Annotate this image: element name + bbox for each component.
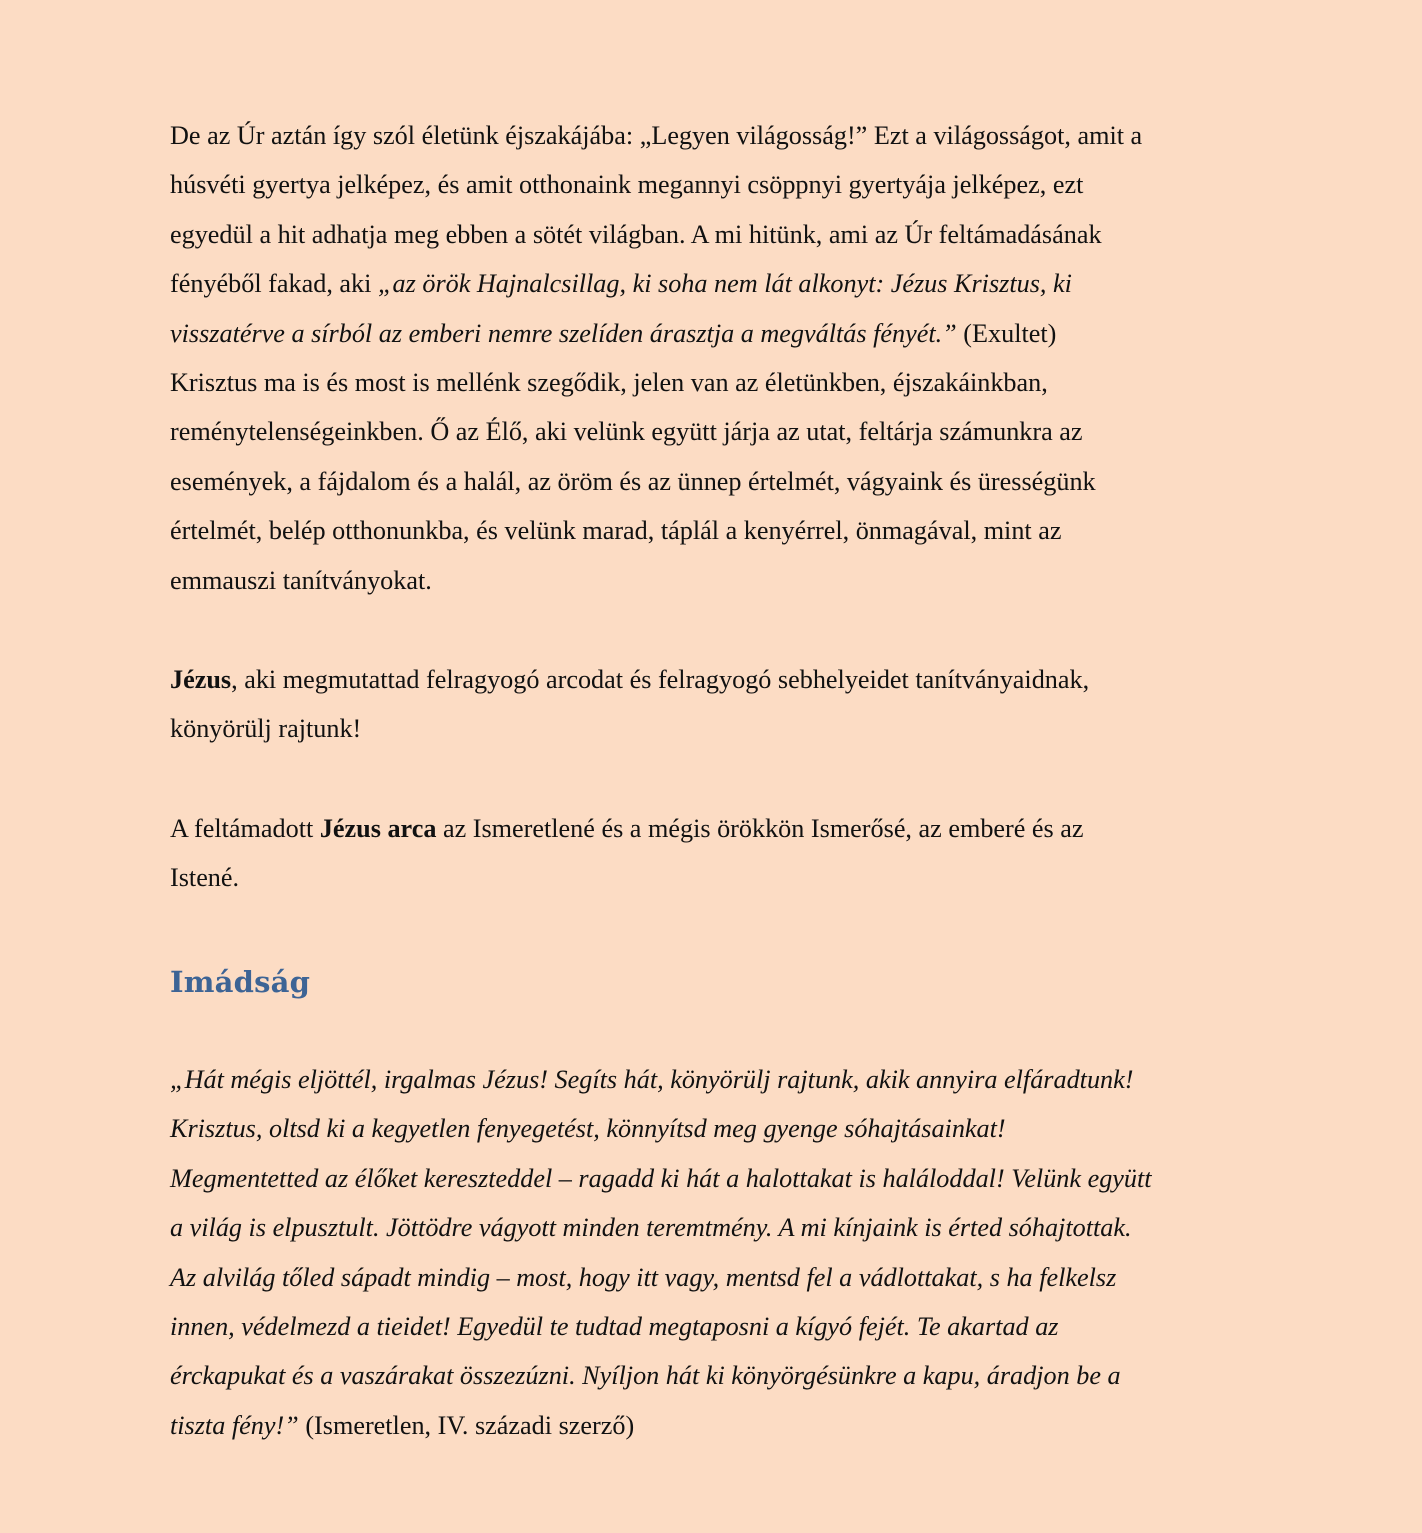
text-line: érckapukat és a vaszárakat összezúzni. Nyíljon hát ki könyörgésünkre a kapu, áradjon be a: [170, 1361, 1121, 1391]
text-run: , aki megmutattad felragyogó arcodat és felragyogó sebhelyeidet tanítványaidnak,: [231, 665, 1090, 694]
text-line: „Hát mégis eljöttél, irgalmas Jézus! Segíts hát, könyörülj rajtunk, akik annyira elfáradtunk!: [170, 1065, 1134, 1094]
paragraph-face-of-jesus: [170, 804, 1253, 903]
text-line: [170, 804, 1253, 853]
text-line: innen, védelmezd a tieidet! Egyedül te tudtad megtaposni a kígyó fejét. Te akartad az: [170, 1311, 1059, 1341]
paragraph-christ-present: [170, 358, 1253, 605]
text-line: a világ is elpusztult. Jöttödre vágyott minden teremtmény. A mi kínjaink is érted sóhajtottak.: [170, 1213, 1132, 1243]
exultet-quote: visszatérve a sírból az emberi nemre szelíden árasztja a megváltás fényét.”: [170, 318, 957, 348]
text-line: [170, 259, 1253, 308]
quote-source: (Exultet): [956, 318, 1057, 348]
text-line: De az Úr aztán így szól életünk éjszakájába: „Legyen világosság!” Ezt a világosságot, amit a: [170, 121, 1143, 150]
text-line: emmauszi tanítványokat.: [170, 565, 432, 595]
paragraph-jesus-invocation: [170, 655, 1253, 754]
text-line: [170, 309, 1253, 358]
paragraph-easter-light: [170, 111, 1253, 358]
text-line: [170, 655, 1253, 704]
text-line: egyedül a hit adhatja meg ebben a sötét világban. A mi hitünk, ami az Úr feltámadásának: [170, 219, 1102, 249]
text-line: Krisztus ma is és most is mellénk szegődik, jelen van az életünkben, éjszakáinkban,: [170, 368, 1048, 397]
text-line: reménytelenségeinkben. Ő az Élő, aki velünk együtt járja az utat, feltárja számunkra az: [170, 417, 1083, 447]
prayer-source: (Ismeretlen, IV. századi szerző): [298, 1410, 635, 1440]
exultet-quote: „az örök Hajnalcsillag, ki soha nem lát alkonyt: Jézus Krisztus, ki: [377, 269, 1072, 299]
text-line: Krisztus, oltsd ki a kegyetlen fenyegetést, könnyítsd meg gyenge sóhajtásainkat!: [170, 1114, 1006, 1144]
text-line: könyörülj rajtunk!: [170, 714, 362, 744]
text-run: A feltámadott: [170, 814, 320, 843]
text-line: értelmét, belép otthonunkba, és velünk marad, táplál a kenyérrel, önmagával, mint az: [170, 516, 1062, 546]
prayer-closing: tiszta fény!”: [170, 1410, 299, 1440]
text-line: események, a fájdalom és a halál, az öröm és az ünnep értelmét, vágyaink és ürességünk: [170, 466, 1096, 496]
text-line: [170, 1401, 1253, 1450]
text-run: fényéből fakad, aki: [170, 269, 378, 299]
bold-name: Jézus: [170, 665, 232, 694]
text-line: Az alvilág tőled sápadt mindig – most, hogy itt vagy, mentsd fel a vádlottakat, s ha felkelsz: [170, 1262, 1117, 1292]
text-run: az Ismeretlené és a mégis örökkön Ismerősé, az emberé és az: [436, 814, 1084, 843]
section-heading-prayer: Imádság: [170, 965, 311, 999]
bold-phrase: Jézus arca: [319, 814, 437, 843]
text-line: Istené.: [170, 863, 240, 893]
prayer-text: [170, 1055, 1253, 1450]
text-line: Megmentetted az élőket kereszteddel – ragadd ki hát a halottakat is haláloddal! Velünk együtt: [170, 1163, 1152, 1193]
text-line: húsvéti gyertya jelképez, és amit otthonaink megannyi csöppnyi gyertyája jelképez, ezt: [170, 170, 1084, 200]
